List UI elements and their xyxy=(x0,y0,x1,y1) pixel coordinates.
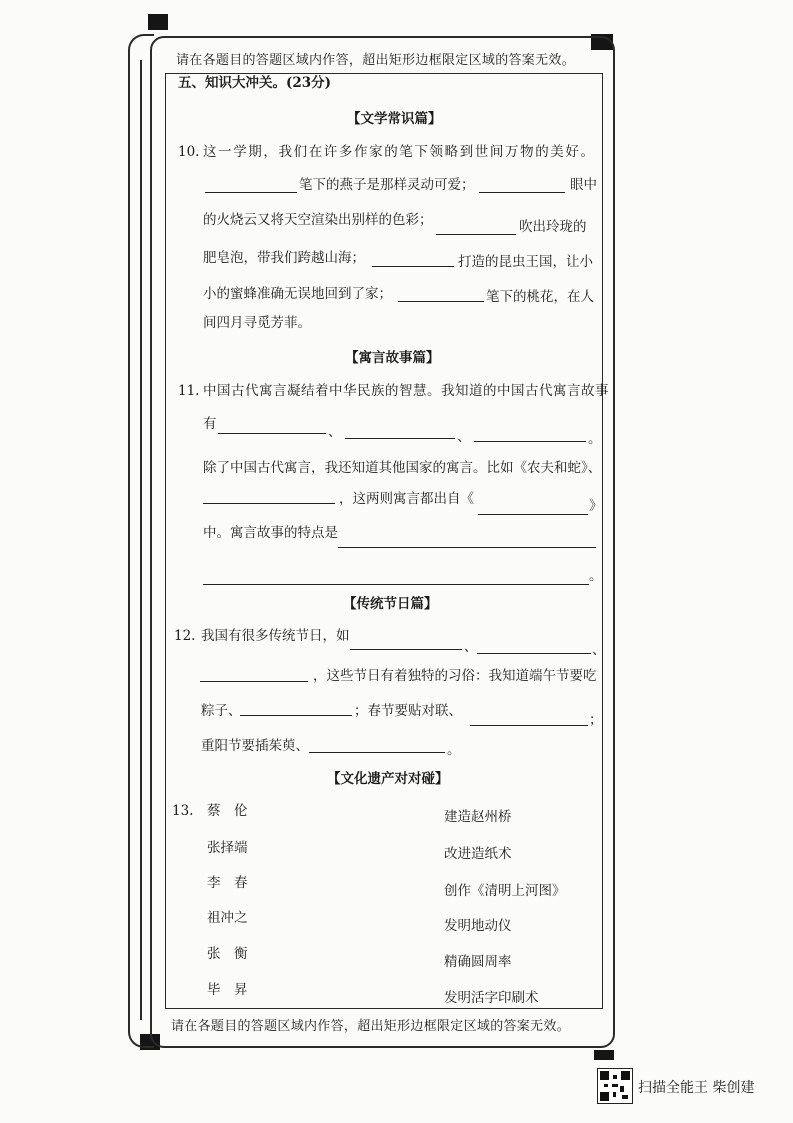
q11-blank-2[interactable] xyxy=(345,438,455,439)
q12-blank-1[interactable] xyxy=(350,649,462,650)
person-item[interactable]: 张 衡 xyxy=(207,946,248,962)
achievement-item[interactable]: 发明地动仪 xyxy=(444,918,512,934)
q11-text-4: 中。寓言故事的特点是 xyxy=(203,525,338,541)
q10-blank-3[interactable] xyxy=(436,234,516,235)
q12-text-2: ，这些节日有着独特的习俗：我知道端午节要吃 xyxy=(313,668,597,684)
q10-text-9: 间四月寻觅芳菲。 xyxy=(203,315,311,331)
q12-text-4: ；春节要贴对联、 xyxy=(354,703,462,719)
q12-text-1: 我国有很多传统节日，如 xyxy=(201,628,350,644)
q12-text-5: 重阳节要插茱萸、 xyxy=(201,738,309,754)
q12-text-3: 粽子、 xyxy=(201,703,242,719)
q10-text-6: 打造的昆虫王国，让小 xyxy=(458,254,593,270)
q10-text-2: 眼中 xyxy=(570,177,597,193)
q12-number: 12. xyxy=(174,628,196,644)
q13-number: 13. xyxy=(172,803,194,819)
q12-sep-1: 、 xyxy=(464,639,478,655)
q11-blank-6[interactable] xyxy=(338,547,596,548)
corner-marker-bottom-right xyxy=(594,1050,614,1060)
q10-text-4: 吹出玲珑的 xyxy=(519,219,587,235)
q11-blank-7[interactable] xyxy=(203,584,589,585)
q12-blank-4[interactable] xyxy=(240,715,352,716)
q12-blank-3[interactable] xyxy=(200,681,308,682)
q12-blank-6[interactable] xyxy=(309,752,445,753)
corner-marker-top-left xyxy=(148,14,168,30)
notice-bottom: 请在各题目的答题区域内作答，超出矩形边框限定区域的答案无效。 xyxy=(171,1019,571,1034)
achievement-item[interactable]: 创作《清明上河图》 xyxy=(444,883,566,899)
q12-semi: ； xyxy=(589,712,603,728)
person-item[interactable]: 祖冲之 xyxy=(207,910,248,926)
achievement-item[interactable]: 精确圆周率 xyxy=(444,954,512,970)
q11-sep-2: 、 xyxy=(457,429,471,445)
lit-heading: 【文学常识篇】 xyxy=(347,111,442,127)
fable-heading: 【寓言故事篇】 xyxy=(345,350,440,366)
festival-heading: 【传统节日篇】 xyxy=(343,596,438,612)
q10-text-1: 笔下的燕子是那样灵动可爱； xyxy=(299,177,475,193)
q11-sep-1: 、 xyxy=(328,424,342,440)
q11-end-1: 。 xyxy=(588,431,602,447)
q10-blank-2[interactable] xyxy=(479,192,565,193)
q11-blank-1[interactable] xyxy=(218,433,326,434)
q11-number: 11. xyxy=(178,383,200,399)
q10-number: 10. xyxy=(178,144,200,160)
q10-text-8: 笔下的桃花，在人 xyxy=(486,289,594,305)
person-item[interactable]: 毕 昇 xyxy=(207,982,248,998)
qr-code-icon xyxy=(597,1068,633,1104)
q12-blank-2[interactable] xyxy=(477,653,591,654)
q12-end: 。 xyxy=(447,742,461,758)
q10-text-5: 肥皂泡，带我们跨越山海； xyxy=(203,250,365,266)
heritage-heading: 【文化遗产对对碰】 xyxy=(327,771,449,787)
q10-intro: 这一学期，我们在许多作家的笔下领略到世间万物的美好。 xyxy=(203,144,596,160)
q11-text-3: ，这两则寓言都出自《 xyxy=(339,491,474,507)
q11-you: 有 xyxy=(203,416,217,432)
person-item[interactable]: 李 春 xyxy=(207,875,248,891)
achievement-item[interactable]: 发明活字印刷术 xyxy=(444,990,539,1006)
q11-text-3b: 》 xyxy=(589,498,603,514)
q10-blank-1[interactable] xyxy=(205,192,297,193)
person-item[interactable]: 张择端 xyxy=(207,840,248,856)
q12-blank-5[interactable] xyxy=(470,725,588,726)
q12-sep-2: 、 xyxy=(592,642,606,658)
achievement-item[interactable]: 改进造纸术 xyxy=(444,846,512,862)
q11-blank-3[interactable] xyxy=(474,441,586,442)
notice-top: 请在各题目的答题区域内作答，超出矩形边框限定区域的答案无效。 xyxy=(176,53,576,68)
q10-blank-4[interactable] xyxy=(372,266,454,267)
person-item[interactable]: 蔡 伦 xyxy=(207,803,248,819)
watermark-text: 扫描全能王 柴创建 xyxy=(638,1080,755,1096)
q11-blank-4[interactable] xyxy=(203,503,335,504)
q11-text-2: 除了中国古代寓言，我还知道其他国家的寓言。比如《农夫和蛇》、 xyxy=(203,460,602,476)
q11-blank-5[interactable] xyxy=(478,514,588,515)
q11-end-2: 。 xyxy=(589,568,603,584)
binding-line xyxy=(140,60,142,1020)
q11-intro: 中国古代寓言凝结着中华民族的智慧。我知道的中国古代寓言故事 xyxy=(203,383,609,399)
q10-text-7: 小的蜜蜂准确无误地回到了家； xyxy=(203,286,392,302)
section-title: 五、知识大冲关。(23分) xyxy=(178,75,332,91)
q10-text-3: 的火烧云又将天空渲染出别样的色彩； xyxy=(203,212,433,228)
q10-blank-5[interactable] xyxy=(398,301,484,302)
achievement-item[interactable]: 建造赵州桥 xyxy=(444,809,512,825)
